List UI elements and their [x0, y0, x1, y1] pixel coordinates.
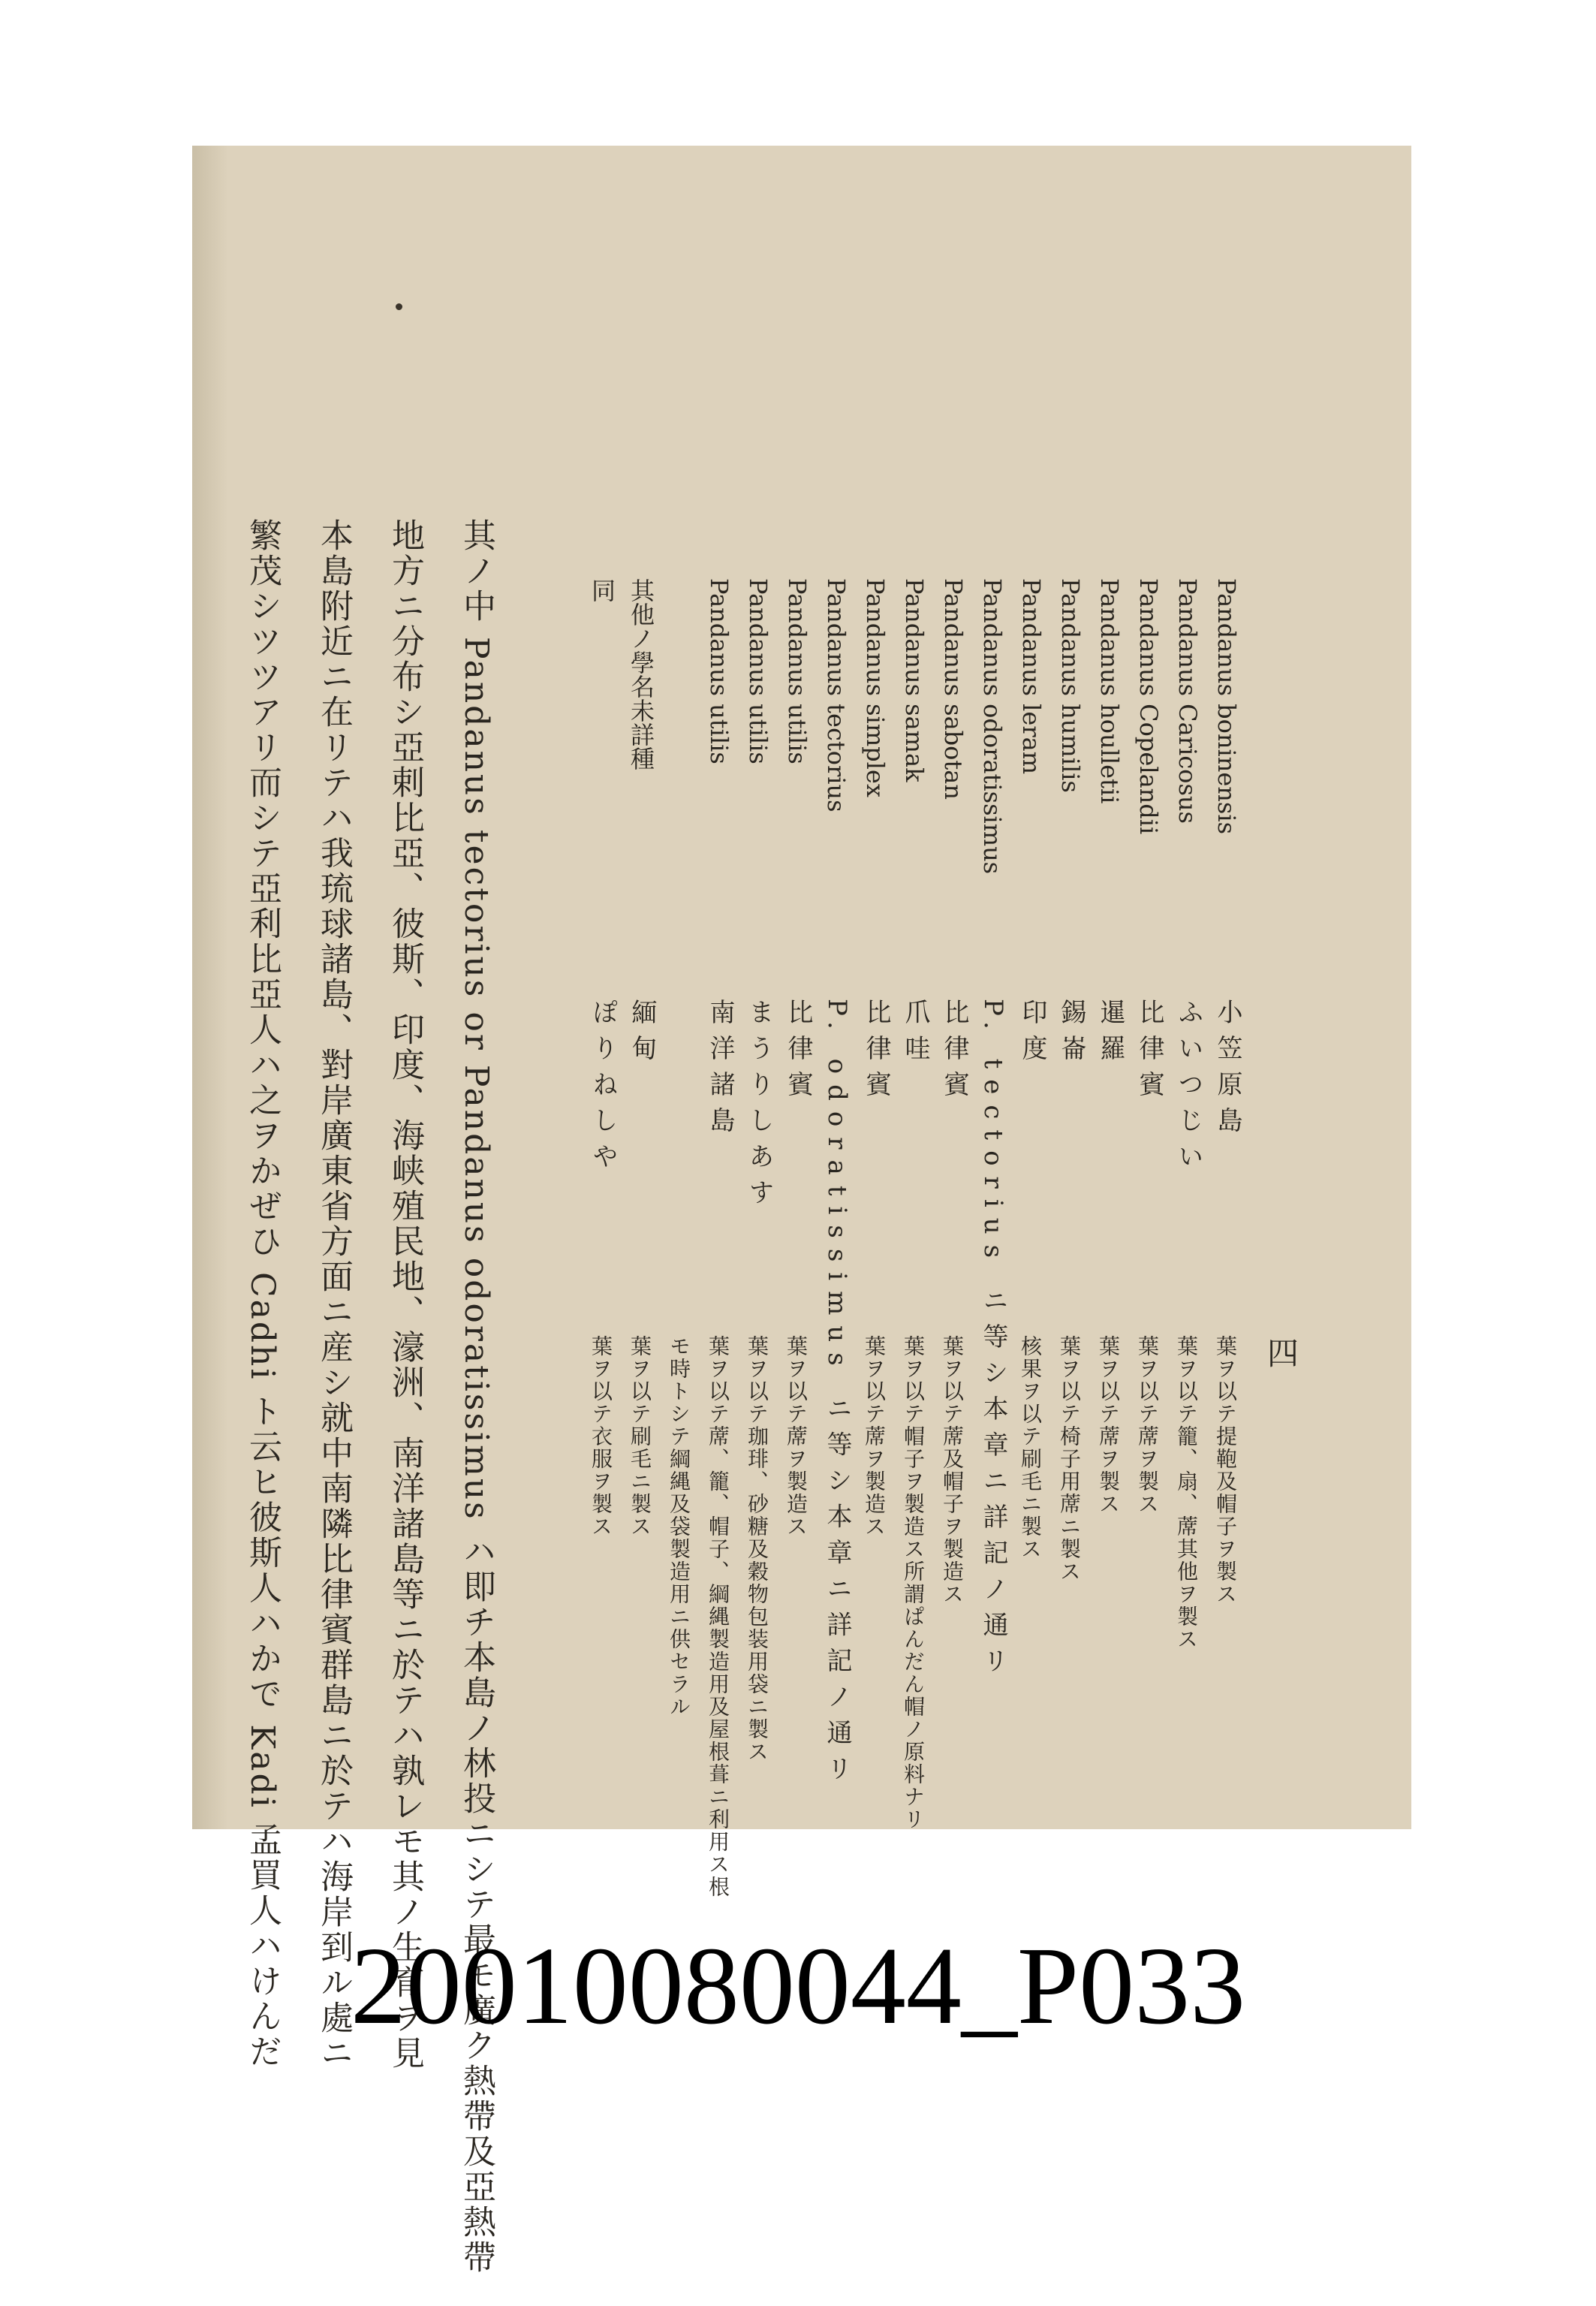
table-cell-use: 葉ヲ以テ提鞄及帽子ヲ製ス	[1213, 1335, 1238, 1605]
paragraph-line: 其ノ中 Pandanus tectorius or Pandanus odoratissimus ハ即チ本島ノ林投ニシテ最モ廣ク熱帶及亞熱帶	[457, 518, 495, 2275]
table-cell-region: 爪哇	[900, 999, 930, 1071]
table-cell-use: 葉ヲ以テ蓆、籠、帽子、綱縄製造用及屋根葺ニ利用ス根	[706, 1335, 730, 1898]
table-cell-name: Pandanus Copelandii	[1134, 578, 1163, 835]
table-cell-name: Pandanus boninensis	[1212, 578, 1241, 834]
table-cell-region: 比律賓	[939, 999, 969, 1107]
table-cell-use: 葉ヲ以テ衣服ヲ製ス	[589, 1335, 613, 1538]
table-cell-use: 葉ヲ以テ蓆ヲ製ス	[1096, 1335, 1121, 1515]
table-cell-use: 葉ヲ以テ蓆及帽子ヲ製造ス	[940, 1335, 965, 1605]
table-cell-name: Pandanus tectorius	[822, 578, 851, 812]
table-cell-region: 錫崙	[1056, 999, 1086, 1071]
table-cell-region: P. tectorius ニ等シ本章ニ詳記ノ通リ	[978, 999, 1008, 1684]
table-cell-use: 葉ヲ以テ籠、扇、蓆其他ヲ製ス	[1174, 1335, 1199, 1650]
table-cell-region: 比律賓	[861, 999, 891, 1107]
table-cell-region: 暹羅	[1095, 999, 1125, 1071]
table-cell-region: 小笠原島	[1212, 999, 1242, 1143]
table-cell-use: 葉ヲ以テ椅子用蓆ニ製ス	[1057, 1335, 1082, 1583]
table-cell-region: 緬甸	[627, 999, 657, 1071]
paragraph-line: 本島附近ニ在リテハ我琉球諸島、對岸廣東省方面ニ産シ就中南隣比律賓群島ニ於テハ海岸到ル處ニ	[315, 518, 353, 2071]
page-number: 四	[1263, 1337, 1299, 1371]
table-cell-region: 南洋諸島	[705, 999, 735, 1143]
page-spine-shadow	[192, 146, 228, 1829]
table-cell-region: まうりしあす	[744, 999, 774, 1215]
table-cell-name: Pandanus leram	[1017, 578, 1046, 775]
table-cell-name: Pandanus utilis	[705, 578, 733, 764]
table-cell-region: ぽりねしや	[588, 999, 618, 1179]
table-cell-region: 比律賓	[783, 999, 813, 1107]
archive-caption: 20010080044_P033	[350, 1925, 1246, 2048]
ink-speck	[396, 303, 402, 310]
table-cell-name: Pandanus humilis	[1056, 578, 1085, 793]
paragraph-line: 繁茂シツツアリ而シテ亞利比亞人ハ之ヲかぜひ Cadhi ト云ヒ彼斯人ハかで Kadi 孟買人ハけんだ	[243, 518, 282, 2069]
table-cell-name: Pandanus utilis	[783, 578, 812, 764]
table-cell-use: 葉ヲ以テ蓆ヲ製ス	[1135, 1335, 1160, 1515]
table-cell-region: ふいつじい	[1173, 999, 1203, 1179]
paragraph-line: 地方ニ分布シ亞剌比亞、彼斯、印度、海峡殖民地、濠洲、南洋諸島等ニ於テハ孰レモ其ノ生育ヲ見	[386, 518, 424, 2071]
table-cell-use: 核果ヲ以テ刷毛ニ製ス	[1018, 1335, 1043, 1560]
table-cell-use: モ時トシテ綱縄及袋製造用ニ供セラル	[667, 1335, 691, 1718]
table-cell-name: Pandanus houlletii	[1095, 578, 1124, 804]
table-cell-region: 比律賓	[1134, 999, 1164, 1107]
table-cell-name: Pandanus sabotan	[939, 578, 968, 800]
table-cell-name: Pandanus samak	[900, 578, 929, 782]
table-cell-use: 葉ヲ以テ帽子ヲ製造ス所謂ぱんだん帽ノ原料ナリ	[901, 1335, 926, 1831]
table-cell-region: P. odoratissimus ニ等シ本章ニ詳記ノ通リ	[822, 999, 852, 1792]
table-cell-name: 其他ノ學名未詳種	[627, 578, 655, 770]
table-cell-use: 葉ヲ以テ蓆ヲ製造ス	[784, 1335, 809, 1538]
table-cell-use: 葉ヲ以テ刷毛ニ製ス	[628, 1335, 652, 1538]
table-cell-name: Pandanus odoratissimus	[978, 578, 1007, 875]
table-cell-use: 葉ヲ以テ珈琲、砂糖及穀物包装用袋ニ製ス	[745, 1335, 769, 1763]
table-cell-use: 葉ヲ以テ蓆ヲ製造ス	[862, 1335, 887, 1538]
table-cell-name: Pandanus utilis	[744, 578, 772, 764]
table-cell-name: Pandanus Caricosus	[1173, 578, 1202, 824]
table-cell-region: 印度	[1017, 999, 1047, 1071]
table-cell-name: Pandanus simplex	[861, 578, 890, 797]
table-cell-name: 同	[588, 578, 616, 602]
